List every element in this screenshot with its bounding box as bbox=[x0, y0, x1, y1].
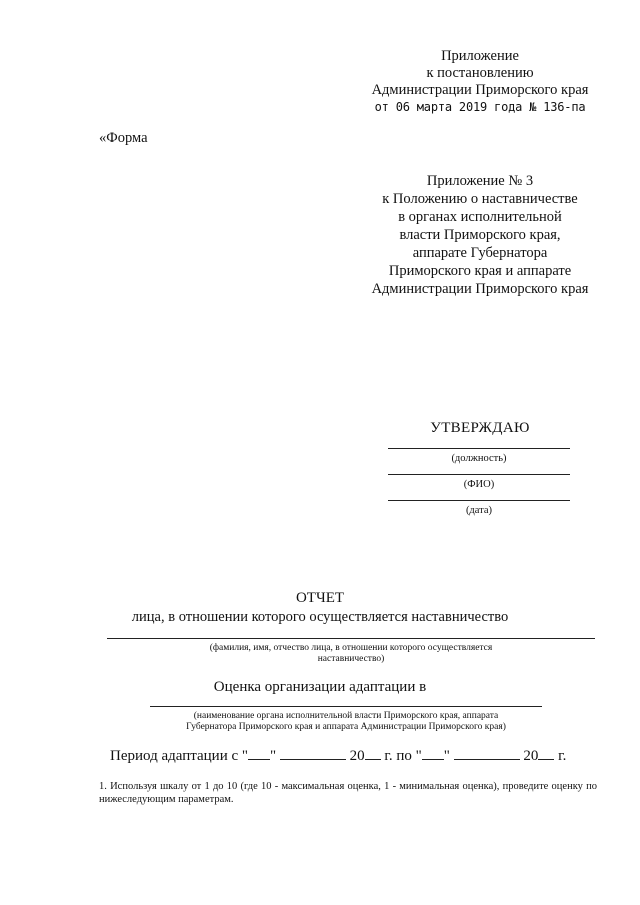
appendix-date-number: от 06 марта 2019 года № 136-па bbox=[374, 100, 586, 114]
date-line bbox=[388, 500, 570, 501]
position-line bbox=[388, 448, 570, 449]
report-title: ОТЧЕТ bbox=[295, 590, 345, 606]
appendix-header bbox=[330, 48, 630, 116]
name-line bbox=[107, 638, 595, 639]
appendix3-line: Приложение № 3 bbox=[426, 173, 534, 189]
period-quote: " bbox=[270, 748, 277, 764]
name-caption-line: (фамилия, имя, отчество лица, в отношении которого осуществляется bbox=[209, 643, 493, 653]
adaptation-period bbox=[110, 746, 566, 765]
position-caption: (должность) bbox=[451, 453, 507, 464]
end-day-blank bbox=[422, 746, 444, 760]
organ-line bbox=[150, 706, 542, 707]
organ-caption-line: Губернатора Приморского края и аппарата Администрации Приморского края) bbox=[186, 722, 506, 732]
appendix-line: Приложение bbox=[441, 48, 519, 64]
name-caption-line: наставничество) bbox=[317, 654, 385, 664]
period-mid: г. по " bbox=[384, 748, 422, 764]
appendix3-block bbox=[340, 172, 620, 298]
start-year-blank bbox=[365, 746, 381, 760]
appendix-line: Администрации Приморского края bbox=[371, 82, 589, 98]
period-prefix: Период адаптации с " bbox=[110, 748, 249, 764]
fio-line bbox=[388, 474, 570, 475]
appendix3-line: Приморского края и аппарате bbox=[388, 263, 572, 279]
end-year-prefix: 20 bbox=[523, 748, 539, 764]
appendix3-line: аппарате Губернатора bbox=[412, 245, 548, 261]
appendix-line: к постановлению bbox=[426, 65, 534, 81]
fio-caption: (ФИО) bbox=[463, 479, 495, 490]
period-quote: " bbox=[443, 748, 450, 764]
approve-title: УТВЕРЖДАЮ bbox=[430, 420, 530, 436]
forma-label: «Форма bbox=[99, 130, 148, 146]
assessment-title: Оценка организации адаптации в bbox=[213, 679, 427, 695]
report-subtitle: лица, в отношении которого осуществляется наставничество bbox=[131, 609, 509, 625]
end-year-blank bbox=[538, 746, 554, 760]
appendix3-line: к Положению о наставничестве bbox=[382, 191, 578, 207]
organ-caption-line: (наименование органа исполнительной власти Приморского края, аппарата bbox=[193, 711, 499, 721]
organ-caption bbox=[120, 711, 572, 733]
start-month-blank bbox=[280, 746, 346, 760]
appendix3-line: власти Приморского края, bbox=[399, 227, 561, 243]
appendix3-line: в органах исполнительной bbox=[398, 209, 562, 225]
instruction-paragraph: 1. Используя шкалу от 1 до 10 (где 10 - максимальная оценка, 1 - минимальная оценка), проведите оценку по нижеследующим параметрам. bbox=[99, 781, 597, 805]
start-day-blank bbox=[248, 746, 270, 760]
name-caption bbox=[107, 643, 595, 665]
period-suffix: г. bbox=[558, 748, 567, 764]
start-year-prefix: 20 bbox=[349, 748, 365, 764]
date-caption: (дата) bbox=[465, 505, 493, 516]
appendix3-line: Администрации Приморского края bbox=[371, 281, 589, 297]
end-month-blank bbox=[454, 746, 520, 760]
